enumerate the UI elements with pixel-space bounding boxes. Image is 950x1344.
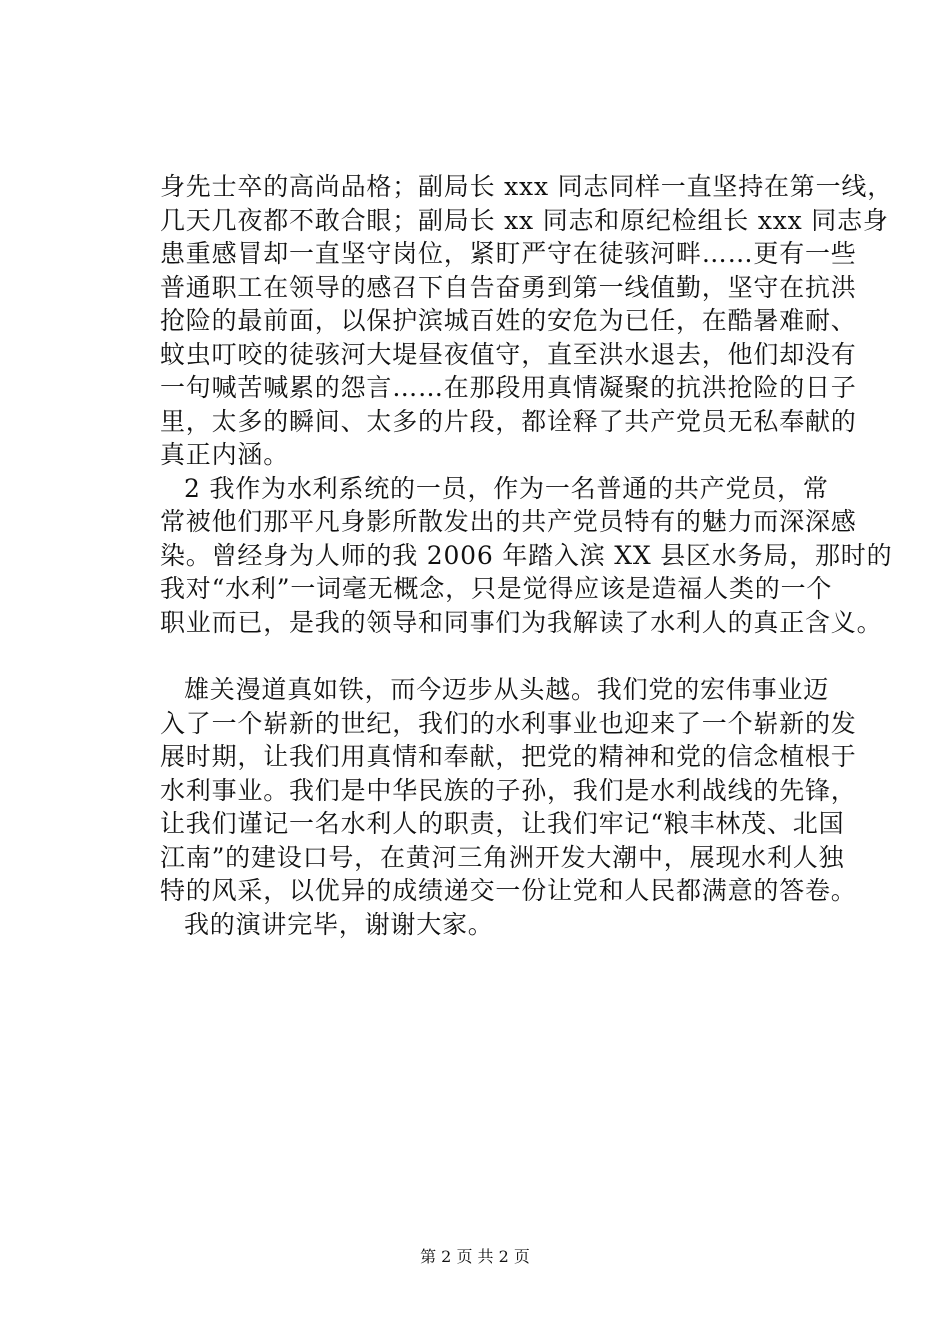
- paragraph-line: 几天几夜都不敢合眼；副局长 xx 同志和原纪检组长 xxx 同志身: [160, 205, 889, 235]
- paragraph-line: 我对“水利”一词毫无概念，只是觉得应该是造福人类的一个: [160, 574, 833, 603]
- paragraph-line: 展时期，让我们用真情和奉献，把党的精神和党的信念植根于: [160, 742, 857, 771]
- paragraph-line: 普通职工在领导的感召下自告奋勇到第一线值勤，坚守在抗洪: [160, 272, 857, 302]
- paragraph-line: 入了一个崭新的世纪，我们的水利事业也迎来了一个崭新的发: [160, 708, 857, 738]
- document-body: [160, 170, 893, 941]
- paragraph-line: 里，太多的瞬间、太多的片段，都诠释了共产党员无私奉献的: [160, 406, 857, 436]
- paragraph-line: 常被他们那平凡身影所散发出的共产党员特有的魅力而深深感: [160, 507, 857, 536]
- paragraph-line: 让我们谨记一名水利人的职责，让我们牢记“粮丰林茂、北国: [160, 809, 845, 838]
- paragraph-line: 抢险的最前面，以保护滨城百姓的安危为已任，在酷暑难耐、: [160, 306, 857, 335]
- paragraph-line: 水利事业。我们是中华民族的子孙，我们是水利战线的先锋，: [160, 775, 857, 805]
- paragraph-line: 职业而已，是我的领导和同事们为我解读了水利人的真正含义。: [160, 607, 883, 637]
- paragraph-4: [160, 908, 860, 942]
- paragraph-line: 患重感冒却一直坚守岗位，紧盯严守在徒骇河畔……更有一些: [160, 239, 857, 268]
- paragraph-line: 2 我作为水利系统的一员，作为一名普通的共产党员，常: [184, 473, 829, 503]
- paragraph-line: 我的演讲完毕，谢谢大家。: [184, 909, 494, 939]
- paragraph-line: 身先士卒的高尚品格；副局长 xxx 同志同样一直坚持在第一线，: [160, 172, 893, 201]
- paragraph-line: 蚊虫叮咬的徒骇河大堤昼夜值守，直至洪水退去，他们却没有: [160, 339, 857, 369]
- page-footer: 第 2 页 共 2 页: [420, 1247, 530, 1266]
- paragraph-line: 一句喊苦喊累的怨言……在那段用真情凝聚的抗洪抢险的日子: [160, 373, 857, 402]
- paragraph-spacer: [160, 639, 860, 673]
- paragraph-3: [160, 673, 860, 908]
- paragraph-line: 特的风采，以优异的成绩递交一份让党和人民都满意的答卷。: [160, 876, 857, 905]
- paragraph-2: [160, 472, 893, 640]
- paragraph-line: 雄关漫道真如铁，而今迈步从头越。我们党的宏伟事业迈: [184, 675, 830, 704]
- paragraph-1: [160, 170, 893, 472]
- paragraph-line: 江南”的建设口号，在黄河三角洲开发大潮中，展现水利人独: [160, 842, 845, 872]
- paragraph-line: 真正内涵。: [160, 440, 290, 469]
- paragraph-line: 染。曾经身为人师的我 2006 年踏入滨 XX 县区水务局，那时的: [160, 540, 893, 570]
